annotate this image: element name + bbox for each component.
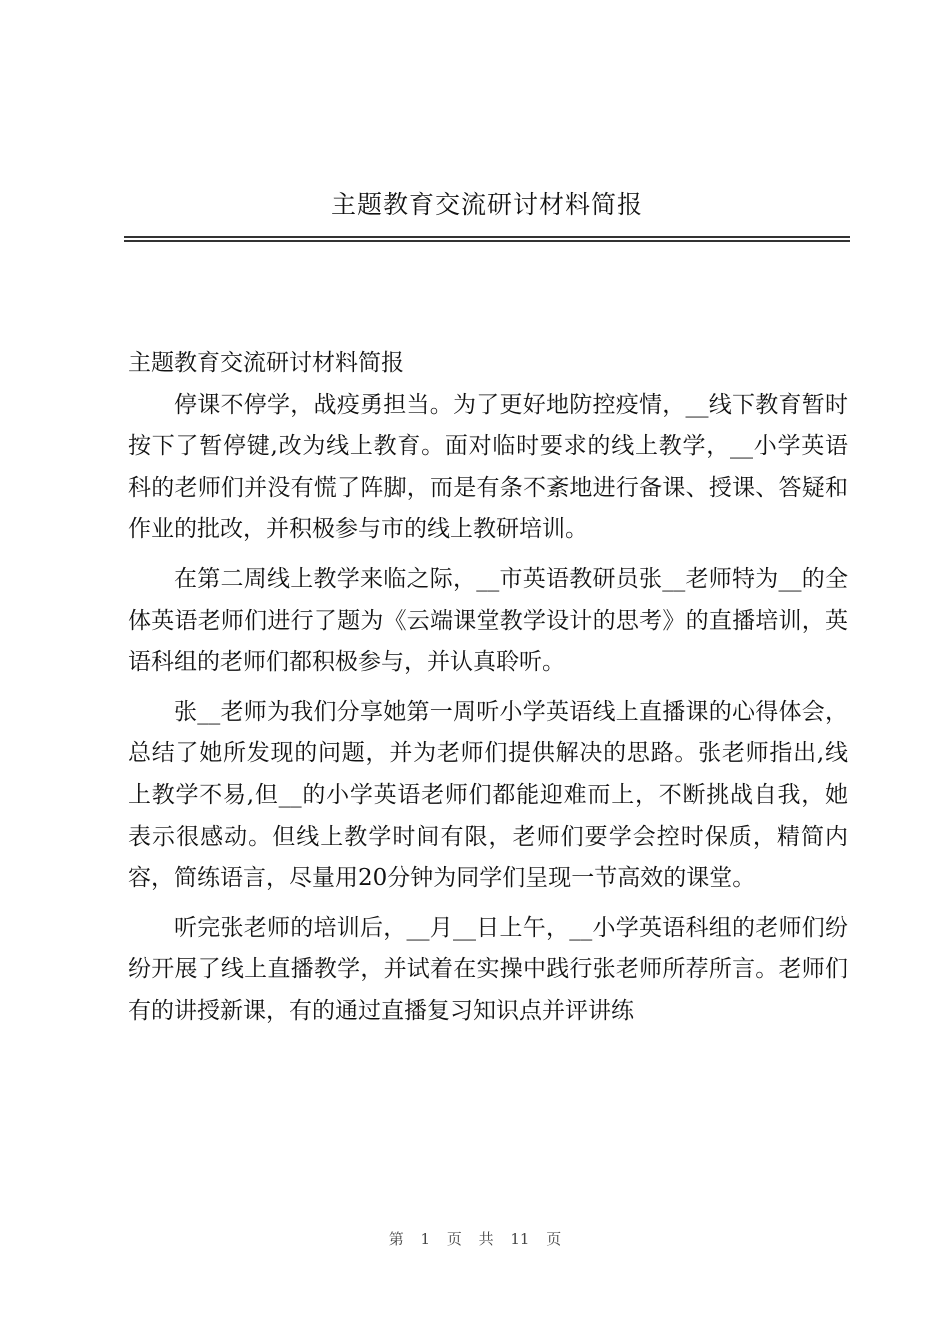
paragraph: 听完张老师的培训后，__月__日上午，__小学英语科组的老师们纷纷开展了线上直播教学，并试着在实操中践行张老师所荐所言。老师们有的讲授新课，有的通过直播复习知识点并评讲练 — [128, 914, 848, 1024]
paragraph: 在第二周线上教学来临之际，__市英语教研员张__老师特为__的全体英语老师们进行了题为《云端课堂教学设计的思考》的直播培训，英语科组的老师们都积极参与，并认真聆听。 — [128, 565, 848, 676]
page-number: 第 1 页 共 11 页 — [388, 1230, 562, 1248]
document-body — [128, 343, 848, 1041]
page-header-title: 主题教育交流研讨材料简报 — [330, 190, 643, 219]
document-title: 主题教育交流研讨材料简报 — [128, 350, 404, 376]
paragraph: 停课不停学，战疫勇担当。为了更好地防控疫情，__线下教育暂时按下了暂停键,改为线上教育。面对临时要求的线上教学，__小学英语科的老师们并没有慌了阵脚，而是有条不紊地进行备课、授课、答疑和作业的批改，并积极参与市的线上教研培训。 — [128, 391, 848, 543]
paragraph: 张__老师为我们分享她第一周听小学英语线上直播课的心得体会，总结了她所发现的问题，并为老师们提供解决的思路。张老师指出,线上教学不易,但__的小学英语老师们都能迎难而上，不断挑战自我，她表示很感动。但线上教学时间有限，老师们要学会控时保质，精简内容，简练语言，尽量用20分钟为同学们呈现一节高效的课堂。 — [128, 698, 848, 892]
header-divider — [124, 236, 850, 242]
